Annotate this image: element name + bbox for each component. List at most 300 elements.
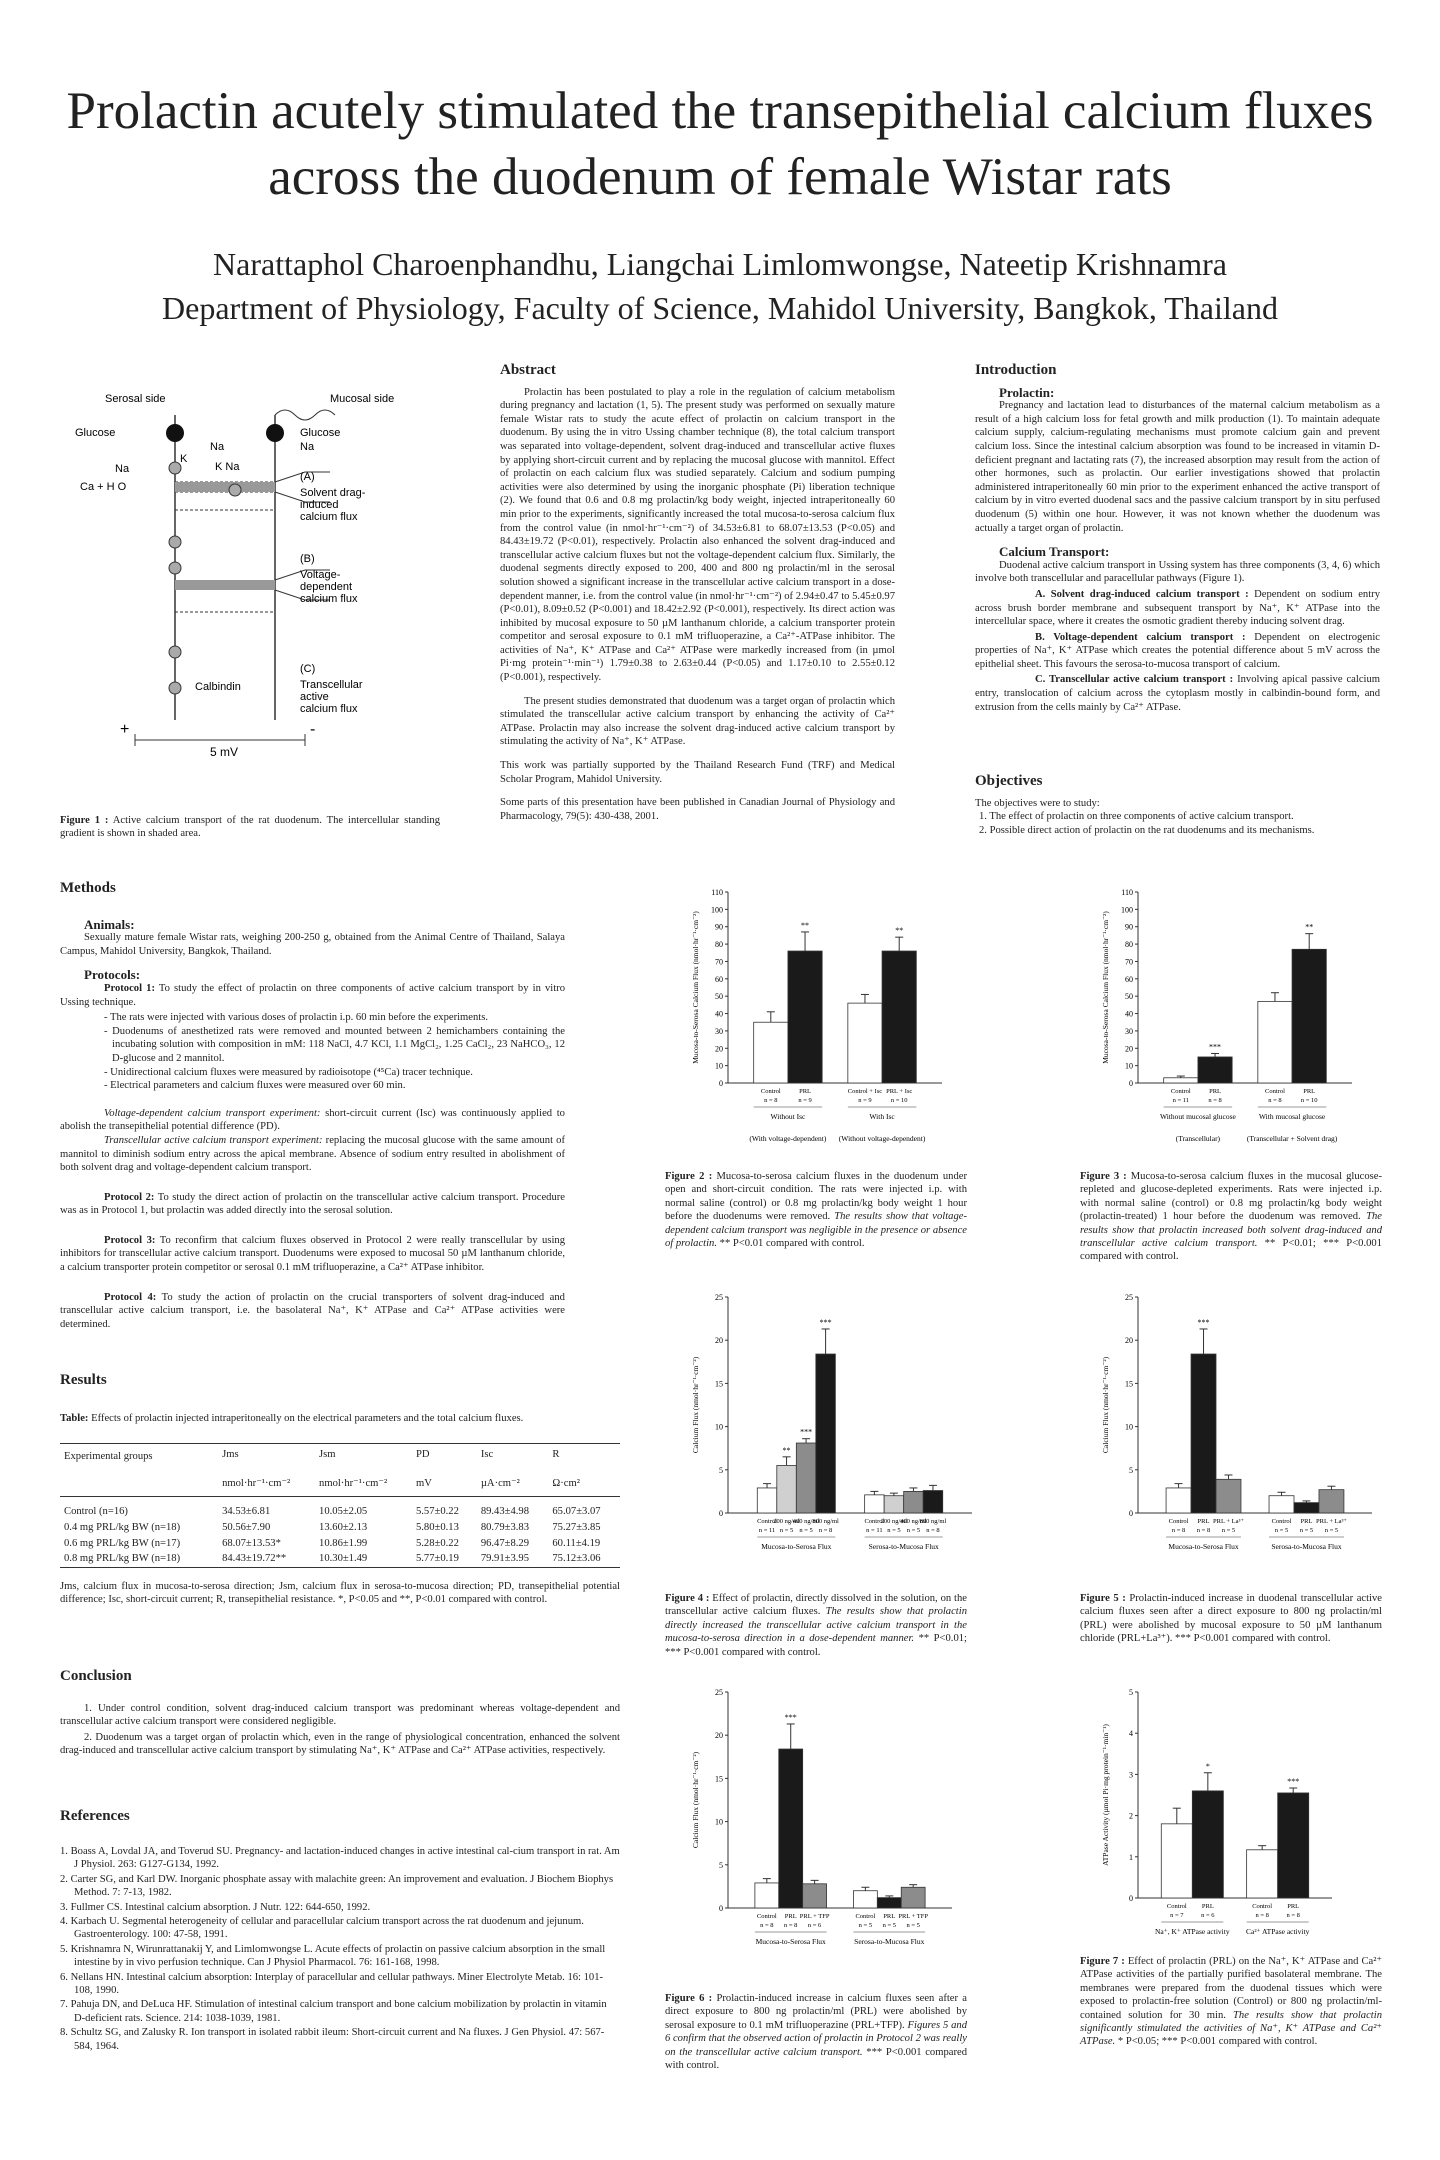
y-tick-label: 25 bbox=[715, 1688, 723, 1697]
abstract-funding: This work was partially supported by the Thailand Research Fund (TRF) and Medical Scholar Program, Mahidol University. bbox=[500, 760, 895, 785]
figure-7-caption-italic: The results show that prolactin significantly stimulated the activities of Na⁺, K⁺ ATPase and Ca²⁺ ATPase. bbox=[1080, 2009, 1382, 2048]
y-tick-label: 2 bbox=[1129, 1811, 1133, 1821]
chart-bar bbox=[1191, 1354, 1216, 1513]
methods-heading: Methods bbox=[60, 880, 116, 896]
fig1-plus: + bbox=[120, 721, 130, 738]
bar-label: Control bbox=[760, 1088, 781, 1095]
bar-label: PRL + La³⁺ bbox=[1213, 1518, 1244, 1525]
intro-a bbox=[975, 588, 1380, 629]
figure-2-caption-italic: The results show that voltage-dependent calcium transport was negligible in the presence or absence of prolactin. bbox=[665, 1211, 967, 1250]
bar-label: PRL + TFP bbox=[898, 1913, 929, 1920]
table-unit bbox=[60, 1465, 218, 1497]
bar-n-label: n = 8 bbox=[926, 1527, 940, 1534]
group-label: Mucosa-to-Serosa Flux bbox=[755, 1937, 826, 1946]
y-tick-label: 3 bbox=[1129, 1770, 1133, 1780]
y-tick-label: 15 bbox=[715, 1379, 723, 1389]
bar-n-label: n = 5 bbox=[779, 1527, 794, 1534]
y-tick-label: 30 bbox=[715, 1026, 723, 1036]
bar-n-label: n = 8 bbox=[1196, 1527, 1211, 1534]
chart-bar bbox=[777, 1465, 797, 1513]
chart-bar bbox=[1161, 1824, 1192, 1898]
y-tick-label: 25 bbox=[715, 1293, 723, 1302]
significance-label: ** bbox=[801, 920, 810, 930]
y-tick-label: 0 bbox=[1129, 1079, 1133, 1088]
bar-n-label: n = 5 bbox=[1274, 1527, 1289, 1534]
table-row bbox=[60, 1520, 620, 1536]
table-cell: 0.6 mg PRL/kg BW (n=17) bbox=[64, 1537, 181, 1549]
y-axis-label: Calcium Flux (nmol·hr⁻¹·cm⁻²) bbox=[691, 1751, 700, 1849]
table-caption-label: Table: bbox=[60, 1412, 89, 1424]
significance-label: *** bbox=[1197, 1317, 1210, 1327]
y-tick-label: 10 bbox=[1125, 1061, 1133, 1071]
table-cell: 5.80±0.13 bbox=[415, 1521, 459, 1533]
y-tick-label: 50 bbox=[1125, 992, 1133, 1002]
fig1-serosal: Serosal side bbox=[105, 393, 166, 405]
bar-n-label: n = 8 bbox=[764, 1097, 778, 1104]
methods-ta bbox=[60, 1134, 565, 1175]
significance-label: * bbox=[1205, 1761, 1210, 1771]
y-tick-label: 70 bbox=[715, 957, 723, 967]
bar-label: Control bbox=[1170, 1088, 1191, 1095]
table-cell: 68.07±13.53* bbox=[222, 1537, 281, 1549]
y-tick-label: 0 bbox=[1129, 1509, 1133, 1518]
figure-1-diagram bbox=[60, 390, 420, 770]
chart-bar bbox=[1247, 1850, 1278, 1898]
chart-bar bbox=[1164, 1078, 1198, 1083]
y-axis-label: Mucosa-to-Serosa Calcium Flux (nmol·hr⁻¹·cm⁻²) bbox=[691, 911, 700, 1064]
chart-bar bbox=[1292, 949, 1326, 1083]
figure-4-caption-text: Effect of prolactin, directly dissolved in the solution, on the transcellular active calcium fluxes. bbox=[665, 1593, 967, 1618]
results-section bbox=[60, 1374, 620, 1607]
results-heading: Results bbox=[60, 1372, 107, 1388]
chart-bar bbox=[884, 1496, 904, 1513]
bar-n-label: n = 11 bbox=[866, 1527, 883, 1534]
significance-label: *** bbox=[819, 1317, 832, 1327]
y-tick-label: 40 bbox=[1125, 1009, 1133, 1019]
significance-label: *** bbox=[1287, 1776, 1300, 1786]
chart-bar bbox=[1198, 1057, 1232, 1083]
group-sublabel: (Without voltage-dependent) bbox=[838, 1134, 926, 1143]
fig1-minus: - bbox=[310, 721, 316, 738]
methods-animals-heading: Animals: bbox=[84, 916, 135, 932]
chart-bar bbox=[816, 1354, 836, 1513]
group-sublabel: (With voltage-dependent) bbox=[749, 1134, 827, 1143]
bar-n-label: n = 9 bbox=[798, 1097, 812, 1104]
figure-5-caption-label: Figure 5 : bbox=[1080, 1593, 1126, 1604]
y-tick-label: 20 bbox=[715, 1044, 723, 1054]
figure-6-caption-label: Figure 6 : bbox=[665, 1993, 713, 2004]
y-tick-label: 10 bbox=[715, 1817, 723, 1827]
bar-label: PRL bbox=[1303, 1088, 1316, 1095]
figure-4-caption-end: ** P<0.01; *** P<0.001 compared with control. bbox=[665, 1633, 967, 1658]
table-cell: 10.86±1.99 bbox=[319, 1537, 368, 1549]
y-tick-label: 90 bbox=[715, 922, 723, 932]
figure-6-caption-italic: Figures 5 and 6 confirm that the observed action of prolactin in Protocol 2 was really on the transcellular active calcium transport. bbox=[665, 2019, 967, 2058]
chart-bar bbox=[779, 1749, 803, 1908]
fig1-c-text-1: Transcellular bbox=[300, 679, 363, 691]
bar-n-label: n = 6 bbox=[1201, 1912, 1215, 1919]
fig1-glucose-left: Glucose bbox=[75, 427, 116, 439]
figure-4-caption-italic: The results show that prolactin directly increased the transcellular active calcium transport in the mucosa-to-serosa direction in a dose-dependent manner. bbox=[665, 1606, 967, 1645]
group-label: With mucosal glucose bbox=[1258, 1112, 1326, 1121]
fig1-na-2: Na bbox=[300, 441, 315, 453]
figure-6 bbox=[680, 1680, 960, 1980]
table-cell: 79.91±3.95 bbox=[480, 1553, 530, 1565]
y-tick-label: 60 bbox=[1125, 974, 1133, 984]
fig1-a: (A) bbox=[300, 471, 315, 483]
fig1-b-text-1: Voltage- bbox=[300, 569, 341, 581]
y-tick-label: 100 bbox=[711, 905, 723, 915]
figure-5-caption-text: Prolactin-induced increase in duodenal transcellular active calcium fluxes seen after a direct exposure to 800 ng prolactin/ml (PRL) were abolished by mucosal exposure to 50 µM lanthanum chloride (PRL+La³⁺). *** P<0.001 compared with control. bbox=[1080, 1593, 1382, 1645]
y-tick-label: 0 bbox=[1129, 1894, 1133, 1903]
y-tick-label: 5 bbox=[1129, 1688, 1133, 1697]
bar-label: Control bbox=[1166, 1903, 1187, 1910]
bar-label: PRL bbox=[784, 1913, 797, 1920]
figure-2-chart bbox=[680, 880, 950, 1155]
chart-bar bbox=[796, 1443, 816, 1513]
bar-label: Control bbox=[1271, 1518, 1292, 1525]
bar-n-label: n = 10 bbox=[890, 1097, 908, 1104]
group-label: Serosa-to-Mucosa Flux bbox=[868, 1542, 939, 1551]
bar-label: 200 ng/ml bbox=[773, 1518, 800, 1525]
y-tick-label: 0 bbox=[719, 1509, 723, 1518]
table-cell: 96.47±8.29 bbox=[480, 1537, 530, 1549]
table-cell: 60.11±4.19 bbox=[552, 1537, 601, 1549]
y-tick-label: 30 bbox=[1125, 1026, 1133, 1036]
conclusion-section bbox=[60, 1670, 620, 1768]
methods-section bbox=[60, 882, 565, 1341]
figure-7-caption bbox=[1080, 1955, 1382, 2049]
table-cell: 13.60±2.13 bbox=[319, 1521, 368, 1533]
chart-bar bbox=[788, 951, 822, 1083]
figure-3-caption bbox=[1080, 1170, 1382, 1264]
bar-n-label: n = 8 bbox=[818, 1527, 833, 1534]
table-footnote: Jms, calcium flux in mucosa-to-serosa direction; Jsm, calcium flux in serosa-to-mucosa direction; PD, transepithelial potential difference; Isc, short-circuit current; R, transepithelial resistance. *, P<0.05 and **, P<0.01 compared with control. bbox=[60, 1580, 620, 1606]
bar-n-label: n = 5 bbox=[858, 1922, 873, 1929]
references-heading: References bbox=[60, 1808, 130, 1824]
table-col-header: R bbox=[552, 1448, 560, 1460]
y-tick-label: 20 bbox=[715, 1731, 723, 1741]
bar-label: 800 ng/ml bbox=[919, 1518, 947, 1525]
figure-2-caption bbox=[665, 1170, 967, 1250]
group-label: Mucosa-to-Serosa Flux bbox=[761, 1542, 832, 1551]
intro-b-heading: B. Voltage-dependent calcium transport : bbox=[1035, 631, 1246, 643]
protocol-1-bullet-4: - Electrical parameters and calcium fluxes were measured over 60 min. bbox=[104, 1080, 406, 1092]
bar-n-label: n = 6 bbox=[807, 1922, 822, 1929]
group-label: Na⁺, K⁺ ATPase activity bbox=[1155, 1927, 1230, 1936]
bar-n-label: n = 5 bbox=[1324, 1527, 1339, 1534]
chart-bar bbox=[853, 1891, 877, 1908]
table-unit: mV bbox=[415, 1477, 432, 1489]
bar-n-label: n = 8 bbox=[1268, 1097, 1282, 1104]
table-row bbox=[60, 1497, 620, 1520]
y-tick-label: 20 bbox=[1125, 1044, 1133, 1054]
intro-a-text: Dependent on sodium entry across brush border membrane and subsequent transport by Na⁺, K⁺ ATPase into the intercellular space, where it creates the osmotic gradient thereby inducing solvent drag. bbox=[975, 588, 1381, 628]
y-tick-label: 0 bbox=[719, 1079, 723, 1088]
fig1-mv: 5 mV bbox=[210, 745, 239, 759]
bar-n-label: n = 7 bbox=[1170, 1912, 1184, 1919]
figure-6-caption-text: Prolactin-induced increase in calcium fluxes seen after a direct exposure to 800 ng prolactin/ml (PRL) were abolished by serosal exposure to 0.1 mM trifluoperazine (PRL+TFP). bbox=[665, 1993, 967, 2031]
chart-bar bbox=[904, 1491, 924, 1513]
table-col-header: Jsm bbox=[319, 1448, 336, 1460]
figure-2 bbox=[680, 880, 950, 1155]
methods-ta-heading: Transcellular active calcium transport experiment: bbox=[104, 1134, 323, 1146]
reference-item: 4. Karbach U. Segmental heterogeneity of cellular and paracellular calcium transport across the rat duodenum and jejunum. Gastroenterology. 100: 47-58, 1991. bbox=[60, 1916, 584, 1941]
bar-label: 400 ng/ml bbox=[792, 1518, 820, 1525]
intro-b bbox=[975, 631, 1380, 672]
y-tick-label: 5 bbox=[1129, 1465, 1133, 1475]
chart-bar bbox=[755, 1883, 779, 1908]
intro-b-text: Dependent on electrogenic properties of Na⁺, K⁺ ATPase which creates the potential difference about 5 mV across the epithelial sheet. This favours the serosa-to-mucosa transport of calcium. bbox=[975, 631, 1380, 670]
protocol-2-heading: Protocol 2: bbox=[104, 1191, 155, 1203]
bar-n-label: n = 8 bbox=[1286, 1912, 1300, 1919]
abstract-heading: Abstract bbox=[500, 362, 556, 378]
methods-ta-text: replacing the mucosal glucose with the same amount of mannitol to diminish sodium entry across the apical membrane. Absence of sodium entry resulted in abolishment of both solvent drag and voltage-dependent calcium transport. bbox=[60, 1134, 565, 1174]
figure-5-caption bbox=[1080, 1592, 1382, 1646]
significance-label: *** bbox=[800, 1427, 813, 1437]
figure-1-caption-label: Figure 1 : bbox=[60, 815, 109, 826]
figure-4 bbox=[680, 1285, 980, 1585]
y-tick-label: 90 bbox=[1125, 922, 1133, 932]
group-label: Serosa-to-Mucosa Flux bbox=[1271, 1542, 1342, 1551]
chart-bar bbox=[1192, 1791, 1223, 1898]
table-cell: 75.27±3.85 bbox=[552, 1521, 601, 1533]
fig1-a-text-3: calcium flux bbox=[300, 511, 358, 523]
references-list bbox=[60, 1845, 620, 2053]
bar-n-label: n = 11 bbox=[1172, 1097, 1190, 1104]
fig1-ca-h2o: Ca + H O bbox=[80, 481, 127, 493]
protocol-1-bullet-3: - Unidirectional calcium fluxes were measured by radioisotope (⁴⁵Ca) tracer technique. bbox=[104, 1066, 473, 1078]
y-tick-label: 80 bbox=[715, 940, 723, 950]
significance-label: *** bbox=[1209, 1042, 1222, 1052]
chart-bar bbox=[882, 951, 916, 1083]
bar-label: 400 ng/ml bbox=[900, 1518, 927, 1525]
fig1-a-text-2: induced bbox=[300, 499, 339, 511]
figure-3-caption-label: Figure 3 : bbox=[1080, 1171, 1127, 1182]
fig1-k-na: K Na bbox=[215, 461, 240, 473]
bar-label: Control bbox=[1265, 1088, 1285, 1095]
group-label: With Isc bbox=[869, 1112, 895, 1121]
y-tick-label: 5 bbox=[719, 1465, 723, 1475]
table-caption-text: Effects of prolactin injected intraperitoneally on the electrical parameters and the total calcium fluxes. bbox=[88, 1412, 524, 1424]
bar-label: PRL + Isc bbox=[886, 1088, 913, 1095]
bar-label: PRL + La³⁺ bbox=[1316, 1518, 1347, 1525]
y-tick-label: 1 bbox=[1129, 1852, 1133, 1862]
methods-vd-heading: Voltage-dependent calcium transport experiment: bbox=[104, 1107, 321, 1119]
table-cell: 0.8 mg PRL/kg BW (n=18) bbox=[64, 1553, 181, 1565]
objectives-intro: The objectives were to study: bbox=[975, 797, 1100, 809]
table-row bbox=[60, 1551, 620, 1567]
figure-2-caption-text: Mucosa-to-serosa calcium fluxes in the duodenum under open and short-circuit condition. The rats were injected i.p. with normal saline (control) or 0.8 mg prolactin/kg body weight 1 hour before the duodenums were removed. bbox=[665, 1171, 967, 1223]
fig1-b-text-2: dependent bbox=[300, 581, 352, 593]
table-cell: 5.77±0.19 bbox=[415, 1553, 459, 1565]
objectives-section bbox=[975, 775, 1380, 837]
y-tick-label: 10 bbox=[715, 1061, 723, 1071]
bar-label: PRL bbox=[1201, 1903, 1214, 1910]
y-tick-label: 5 bbox=[719, 1860, 723, 1870]
bar-label: Control bbox=[855, 1913, 876, 1920]
group-label: Ca²⁺ ATPase activity bbox=[1246, 1927, 1310, 1936]
introduction-section bbox=[975, 364, 1380, 724]
table-row bbox=[60, 1536, 620, 1552]
chart-bar bbox=[803, 1884, 827, 1908]
intro-c bbox=[975, 673, 1380, 714]
table-cell: 80.79±3.83 bbox=[480, 1521, 530, 1533]
fig1-na-3: Na bbox=[115, 463, 130, 475]
table-cell: 5.28±0.22 bbox=[415, 1537, 459, 1549]
bar-label: PRL bbox=[1209, 1088, 1222, 1095]
reference-item: 8. Schultz SG, and Zalusky R. Ion transport in isolated rabbit ileum: Short-circuit current and Na fluxes. J Gen Physiol. 47: 567-584, 1964. bbox=[60, 2027, 605, 2052]
intro-transport-heading: Calcium Transport: bbox=[999, 544, 1110, 560]
y-tick-label: 50 bbox=[715, 992, 723, 1002]
chart-bar bbox=[848, 1003, 882, 1083]
bar-label: Control bbox=[1252, 1903, 1273, 1910]
figure-3-caption-end: ** P<0.01; *** P<0.001 compared with control. bbox=[1080, 1238, 1382, 1263]
bar-label: PRL bbox=[883, 1913, 896, 1920]
abstract-publication: Some parts of this presentation have been published in Canadian Journal of Physiology and Pharmacology, 79(5): 430-438, 2001. bbox=[500, 797, 895, 822]
fig1-a-text-1: Solvent drag- bbox=[300, 487, 366, 499]
title-line-2: across the duodenum of female Wistar rats bbox=[268, 148, 1172, 206]
table-cell: 10.30±1.49 bbox=[319, 1553, 368, 1565]
group-label: Mucosa-to-Serosa Flux bbox=[1168, 1542, 1239, 1551]
y-tick-label: 0 bbox=[719, 1904, 723, 1913]
figure-7-caption-label: Figure 7 : bbox=[1080, 1956, 1125, 1967]
chart-bar bbox=[865, 1495, 885, 1513]
intro-transport-text: Duodenal active calcium transport in Ussing system has three components (3, 4, 6) which involve both transcellular and paracellular pathways (Figure 1). bbox=[975, 559, 1380, 585]
intro-c-heading: C. Transcellular active calcium transport : bbox=[1035, 674, 1234, 686]
bar-label: PRL bbox=[799, 1088, 812, 1095]
chart-bar bbox=[1294, 1503, 1319, 1513]
bar-label: Control bbox=[1168, 1518, 1189, 1525]
y-tick-label: 60 bbox=[715, 974, 723, 984]
methods-vd bbox=[60, 1107, 565, 1134]
fig1-c: (C) bbox=[300, 663, 316, 675]
table-unit: nmol·hr⁻¹·cm⁻² bbox=[319, 1477, 388, 1489]
protocol-3 bbox=[60, 1234, 565, 1275]
bar-n-label: n = 8 bbox=[784, 1922, 798, 1929]
significance-label: *** bbox=[784, 1712, 797, 1722]
abstract-section bbox=[500, 364, 895, 833]
figure-6-caption-end: *** P<0.001 compared with control. bbox=[665, 2046, 967, 2072]
table-cell: 0.4 mg PRL/kg BW (n=18) bbox=[64, 1521, 181, 1533]
group-sublabel: (Transcellular) bbox=[1175, 1134, 1221, 1143]
figure-1-caption-text: Active calcium transport of the rat duodenum. The intercellular standing gradient is shown in shaded area. bbox=[60, 815, 440, 840]
table-cell: 50.56±7.90 bbox=[222, 1521, 271, 1533]
bar-n-label: n = 8 bbox=[1171, 1527, 1186, 1534]
table-unit: Ω·cm² bbox=[552, 1477, 580, 1489]
figure-5-chart bbox=[1090, 1285, 1380, 1585]
bar-label: PRL + TFP bbox=[799, 1913, 830, 1920]
fig1-mucosal: Mucosal side bbox=[330, 393, 395, 405]
fig1-c-text-3: calcium flux bbox=[300, 703, 358, 715]
reference-item: 5. Krishnamra N, Wirunrattanakij Y, and Limlomwongse L. Acute effects of prolactin on passive calcium absorption in the small intestine by in vivo perfusion technique. Can J Physiol Pharmacol. 76: 161-168, 1998. bbox=[60, 1943, 606, 1969]
abstract-p2: The present studies demonstrated that duodenum was a target organ of prolactin which stimulated the transcellular active calcium transport by enhancing the activity of Ca²⁺ ATPase. Prolactin may also increase the solvent drag-induced active calcium transport by stimulating the activity of Na⁺, K⁺ ATPase. bbox=[500, 695, 895, 748]
figure-2-caption-end: ** P<0.01 compared with control. bbox=[717, 1238, 865, 1250]
fig1-k-1: K bbox=[180, 453, 188, 465]
reference-item: 7. Pahuja DN, and DeLuca HF. Stimulation of intestinal calcium transport and bone calcium mobilization by prolactin in vitamin D-deficient rats. Science. 214: 1038-1039, 1981. bbox=[60, 1999, 607, 2024]
figure-4-chart bbox=[680, 1285, 980, 1585]
figure-6-chart bbox=[680, 1680, 960, 1980]
chart-bar bbox=[923, 1491, 943, 1513]
y-tick-label: 40 bbox=[715, 1009, 723, 1019]
table-units-row bbox=[60, 1465, 620, 1497]
y-tick-label: 10 bbox=[715, 1422, 723, 1432]
references-section bbox=[60, 1808, 620, 2054]
significance-label: ** bbox=[895, 926, 904, 936]
figure-7-caption-end: * P<0.05; *** P<0.001 compared with control. bbox=[1115, 2036, 1318, 2048]
chart-bar bbox=[754, 1022, 788, 1083]
results-table bbox=[60, 1443, 620, 1568]
figure-7-chart bbox=[1090, 1680, 1340, 1970]
fig1-na-1: Na bbox=[210, 441, 225, 453]
significance-label: ** bbox=[782, 1445, 791, 1455]
authors: Narattaphol Charoenphandhu, Liangchai Limlomwongse, Nateetip Krishnamra bbox=[213, 246, 1227, 282]
table-col-header: Isc bbox=[480, 1448, 494, 1460]
protocol-2-text: To study the direct action of prolactin on the transcellular active calcium transport. Procedure was as in Protocol 1, but prolactin was added directly into the serosal solution. bbox=[60, 1191, 565, 1217]
abstract-p1: Prolactin has been postulated to play a role in the regulation of calcium metabolism during pregnancy and lactation (1, 5). The present study was performed on sexually mature female Wistar rats to study the acute effect of prolactin on calcium transport in the duodenum. By using the in vitro Ussing chamber technique (8), the total calcium transport was separated into voltage-dependent, solvent drag-induced and transcellular active fluxes by applying short-circuit current and by replacing the mucosal glucose with mannitol. Effect of prolactin on each calcium flux was studied separately. Calcium and sodium pumping activities were also determined by using the inorganic phosphate (Pi) liberation technique (2). We found that 0.6 and 0.8 mg prolactin/kg body weight, injected intraperitoneally 60 min prior to the experiments, significantly increased the total mucosa-to-serosa calcium flux from the control value (in nmol·hr⁻¹·cm⁻²) of 34.53±6.81 to 68.07±13.53 (P<0.05) and 84.43±19.72 (P<0.01), respectively. Prolactin also enhanced the solvent drag-induced and transcellular active calcium fluxes but not the voltage-dependent calcium flux. Similarly, the duodenal segments directly exposed to 200, 400 and 800 ng prolactin/ml in the serosal solution showed a significant increase in the transcellular active calcium transport in a dose-dependent manner, i.e. from the control value (in nmol·hr⁻¹·cm⁻²) of 2.94±0.47 to 5.45±0.97 (P<0.01), 8.09±0.52 (P<0.001) and 18.42±2.92 (P<0.001), respectively. Its direct action was inhibited by mucosal exposure to 50 µM lanthanum chloride, a calcium transporter protein competitor and serosal exposure to 0.1 mM trifluoperazine, a Ca²⁺-ATPase inhibitor. The activities of Na⁺, K⁺ ATPase and Ca²⁺ ATPase were markedly increased from (in µmol Pi·mg protein⁻¹·min⁻¹) 1.79±0.38 to 2.63±0.44 (P<0.05) and 1.17±0.10 to 2.55±0.12 (P<0.001), respectively. bbox=[500, 386, 896, 684]
bar-label: PRL bbox=[1300, 1518, 1313, 1525]
group-label: Without mucosal glucose bbox=[1159, 1112, 1236, 1121]
table-cell: 89.43±4.98 bbox=[480, 1506, 530, 1518]
figure-1-caption bbox=[60, 814, 440, 841]
table-cell: Control (n=16) bbox=[64, 1506, 128, 1518]
conclusion-2: 2. Duodenum was a target organ of prolactin which, even in the range of physiological concentration, enhanced the solvent drag-induced and transcellular active calcium transport by stimulating Na⁺, K⁺ ATPase and Ca²⁺ ATPase activities, respectively. bbox=[60, 1731, 620, 1757]
y-tick-label: 80 bbox=[1125, 940, 1133, 950]
table-col-header: PD bbox=[415, 1448, 430, 1460]
bar-n-label: n = 5 bbox=[882, 1922, 896, 1929]
bar-n-label: n = 9 bbox=[858, 1097, 872, 1104]
figure-4-caption bbox=[665, 1592, 967, 1659]
bar-label: 200 ng/ml bbox=[880, 1518, 908, 1525]
protocol-1-heading: Protocol 1: bbox=[104, 982, 155, 994]
methods-animals-text: Sexually mature female Wistar rats, weighing 200-250 g, obtained from the Animal Centre of Thailand, Salaya Campus, Mahidol University, Bangkok, Thailand. bbox=[60, 932, 565, 957]
table-cell: 34.53±6.81 bbox=[222, 1506, 271, 1518]
conclusion-heading: Conclusion bbox=[60, 1668, 132, 1684]
protocol-3-heading: Protocol 3: bbox=[104, 1234, 156, 1246]
figure-7-caption-text: Effect of prolactin (PRL) on the Na⁺, K⁺ ATPase and Ca²⁺ ATPase activities of the partially purified basolateral membrane. The membranes were prepared from the duodenal tissues which were exposed to prolactin-free solution (Control) or 800 ng prolactin/ml-contained solution for 30 min. bbox=[1080, 1956, 1383, 2021]
chart-bar bbox=[1278, 1793, 1309, 1898]
y-axis-label: Mucosa-to-Serosa Calcium Flux (nmol·hr⁻¹·cm⁻²) bbox=[1101, 911, 1110, 1064]
bar-label: 800 ng/ml bbox=[812, 1518, 839, 1525]
figure-3-caption-text: Mucosa-to-serosa calcium fluxes in the mucosal glucose-repleted and glucose-depleted experiments. Rats were injected i.p. with normal saline (control) or 0.8 mg prolactin/kg body weight (prolactin-treated) 1 hour before the duodenum was removed. bbox=[1080, 1171, 1382, 1223]
protocol-1-bullet-1: - The rats were injected with various doses of prolactin i.p. 60 min before the experiments. bbox=[104, 1012, 489, 1024]
chart-bar bbox=[901, 1887, 925, 1908]
y-tick-label: 20 bbox=[715, 1336, 723, 1346]
bar-label: Control + Isc bbox=[847, 1088, 883, 1095]
chart-bar bbox=[1258, 1001, 1292, 1083]
fig1-c-text-2: active bbox=[300, 691, 329, 703]
y-tick-label: 100 bbox=[1121, 905, 1133, 915]
reference-item: 1. Boass A, Lovdal JA, and Toverud SU. Pregnancy- and lactation-induced changes in active intestinal cal-cium transport in rat. Am J Physiol. 263: G127-G134, 1992. bbox=[60, 1846, 620, 1871]
fig1-b: (B) bbox=[300, 553, 315, 565]
bar-label: Control bbox=[757, 1518, 777, 1525]
intro-a-heading: A. Solvent drag-induced calcium transport : bbox=[1035, 588, 1249, 600]
poster-title bbox=[0, 78, 1440, 210]
bar-n-label: n = 10 bbox=[1300, 1097, 1318, 1104]
objective-2: 2. Possible direct action of prolactin on the rat duodenums and its mechanisms. bbox=[979, 824, 1315, 836]
bar-label: PRL bbox=[1197, 1518, 1210, 1525]
bar-n-label: n = 5 bbox=[1221, 1527, 1236, 1534]
y-tick-label: 110 bbox=[1121, 888, 1133, 897]
reference-item: 2. Carter SG, and Karl DW. Inorganic phosphate assay with malachite green: An improvement and evaluation. J Biochem Biophys Method. 7: 7-13, 1982. bbox=[60, 1873, 614, 1899]
y-tick-label: 15 bbox=[1125, 1379, 1133, 1389]
chart-bar bbox=[1269, 1496, 1294, 1513]
title-line-1: Prolactin acutely stimulated the transepithelial calcium fluxes bbox=[66, 82, 1374, 140]
table-col-header: Jms bbox=[222, 1448, 239, 1460]
bar-n-label: n = 5 bbox=[799, 1527, 813, 1534]
figure-7 bbox=[1090, 1680, 1340, 1970]
chart-bar bbox=[757, 1488, 777, 1513]
